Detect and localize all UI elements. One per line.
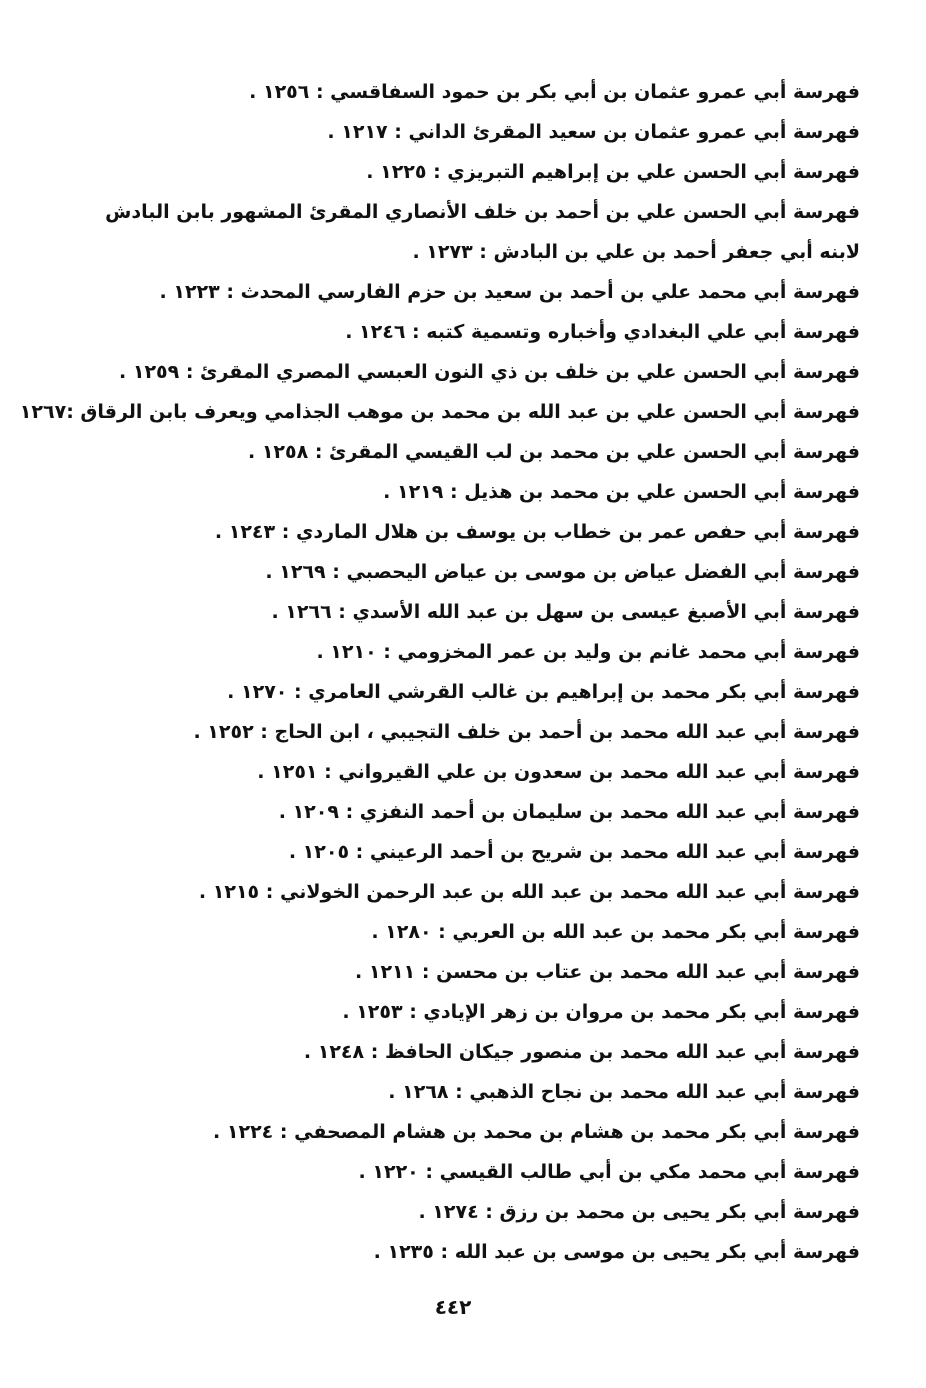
index-entry: فهرسة أبي علي البغدادي وأخباره وتسمية كتبه : ١٢٤٦ . [345, 321, 860, 343]
index-entry: فهرسة أبي عمرو عثمان بن أبي بكر بن حمود السفاقسي : ١٢٥٦ . [249, 81, 860, 103]
index-entry: فهرسة أبي الحسن علي بن محمد بن لب القيسي المقرئ : ١٢٥٨ . [247, 441, 860, 463]
page-number: ٤٤٢ [434, 1295, 472, 1319]
index-entry: فهرسة أبي الحسن علي بن إبراهيم التبريزي : ١٢٢٥ . [366, 161, 860, 183]
index-entry: فهرسة أبي الحسن علي بن عبد الله بن محمد بن موهب الجذامي ويعرف بابن الرقاق :١٢٦٧ [19, 401, 860, 423]
index-entry: فهرسة أبي محمد غانم بن وليد بن عمر المخزومي : ١٢١٠ . [316, 641, 860, 663]
index-entry: فهرسة أبي عبد الله محمد بن نجاح الذهبي : ١٢٦٨ . [388, 1081, 860, 1103]
index-entry: فهرسة أبي عمرو عثمان بن سعيد المقرئ الداني : ١٢١٧ . [327, 121, 860, 143]
index-entry: فهرسة أبي بكر محمد بن عبد الله بن العربي : ١٢٨٠ . [371, 921, 860, 943]
index-entry: فهرسة أبي عبد الله محمد بن أحمد بن خلف التجيبي ، ابن الحاج : ١٢٥٢ . [193, 721, 860, 743]
index-entry: فهرسة أبي عبد الله محمد بن عتاب بن محسن : ١٢١١ . [355, 961, 860, 983]
index-entry: فهرسة أبي عبد الله محمد بن منصور جيكان الحافظ : ١٢٤٨ . [303, 1041, 860, 1063]
index-entry: فهرسة أبي بكر يحيى بن محمد بن رزق : ١٢٧٤ . [418, 1201, 860, 1223]
index-entry: فهرسة أبي محمد مكي بن أبي طالب القيسي : ١٢٢٠ . [358, 1161, 860, 1183]
index-entry: فهرسة أبي محمد علي بن أحمد بن سعيد بن حزم الفارسي المحدث : ١٢٢٣ . [159, 281, 860, 303]
index-entry: فهرسة أبي الحسن علي بن خلف بن ذي النون العبسي المصري المقرئ : ١٢٥٩ . [119, 361, 860, 383]
index-entry: فهرسة أبي عبد الله محمد بن سليمان بن أحمد النفزي : ١٢٠٩ . [278, 801, 860, 823]
index-entries-list [19, 72, 860, 1272]
index-entry: فهرسة أبي عبد الله محمد بن شريح بن أحمد الرعيني : ١٢٠٥ . [288, 841, 860, 863]
index-entry: فهرسة أبي الحسن علي بن محمد بن هذيل : ١٢١٩ . [383, 481, 860, 503]
index-entry: فهرسة أبي عبد الله محمد بن عبد الله بن عبد الرحمن الخولاني : ١٢١٥ . [198, 881, 860, 903]
index-entry: فهرسة أبي حفص عمر بن خطاب بن يوسف بن هلال الماردي : ١٢٤٣ . [214, 521, 860, 543]
index-entry: فهرسة أبي الحسن علي بن أحمد بن خلف الأنصاري المقرئ المشهور بابن البادش لابنه أبي جعفر أحمد بن علي بن البادش : ١٢٧٣ . [105, 201, 860, 263]
index-entry: فهرسة أبي الفضل عياض بن موسى بن عياض اليحصبي : ١٢٦٩ . [265, 561, 860, 583]
index-entry: فهرسة أبي عبد الله محمد بن سعدون بن علي القيرواني : ١٢٥١ . [257, 761, 860, 783]
index-entry: فهرسة أبي بكر يحيى بن موسى بن عبد الله : ١٢٣٥ . [373, 1241, 860, 1263]
index-entry: فهرسة أبي بكر محمد بن إبراهيم بن غالب القرشي العامري : ١٢٧٠ . [227, 681, 860, 703]
index-entry: فهرسة أبي بكر محمد بن هشام بن محمد بن هشام المصحفي : ١٢٢٤ . [213, 1121, 860, 1143]
index-entry: فهرسة أبي الأصبغ عيسى بن سهل بن عبد الله الأسدي : ١٢٦٦ . [271, 601, 860, 623]
index-entry: فهرسة أبي بكر محمد بن مروان بن زهر الإيادي : ١٢٥٣ . [342, 1001, 860, 1023]
